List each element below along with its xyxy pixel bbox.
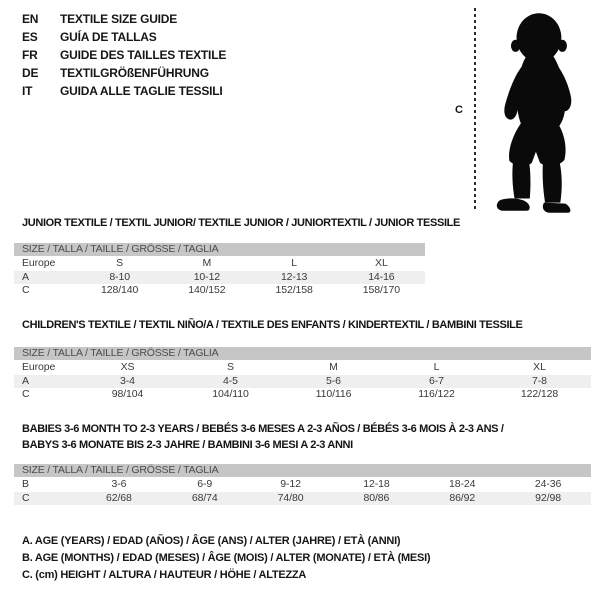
- table-row-age-months: [14, 478, 591, 492]
- table-cell: C: [22, 491, 30, 504]
- junior-section-title: JUNIOR TEXTILE / TEXTIL JUNIOR/ TEXTILE JUNIOR / JUNIORTEXTIL / JUNIOR TESSILE: [22, 217, 461, 229]
- table-cell: 5-6: [326, 374, 341, 387]
- table-cell: M: [329, 361, 338, 373]
- size-bar-header: SIZE / TALLA / TAILLE / GRÖSSE / TAGLIA: [14, 347, 591, 360]
- table-cell: L: [433, 361, 440, 373]
- language-code: FR: [22, 48, 38, 62]
- table-cell: B: [22, 478, 29, 490]
- table-row-header: [14, 257, 425, 271]
- table-row-age: [14, 375, 591, 389]
- size-bar-header: SIZE / TALLA / TAILLE / GRÖSSE / TAGLIA: [14, 464, 591, 477]
- table-cell: 110/116: [315, 388, 352, 400]
- table-cell: XL: [533, 361, 546, 373]
- language-code: DE: [22, 66, 39, 80]
- legend-age-years: A. AGE (YEARS) / EDAD (AÑOS) / ÂGE (ANS) / ALTER (JAHRE) / ETÀ (ANNI): [22, 535, 401, 547]
- childrens-size-table: [14, 347, 591, 402]
- table-cell: C: [22, 388, 30, 400]
- table-cell: Europe: [22, 257, 56, 269]
- language-row-es: [22, 28, 226, 46]
- babies-section-title: [22, 423, 504, 451]
- table-cell: 6-7: [429, 374, 444, 387]
- table-row-height: [14, 492, 591, 506]
- language-title: TEXTILE SIZE GUIDE: [60, 12, 178, 26]
- table-cell: 80/86: [363, 491, 390, 504]
- language-title-list: [22, 10, 226, 100]
- table-cell: 68/74: [191, 491, 218, 504]
- table-cell: 24-36: [534, 478, 562, 490]
- table-row-age: [14, 271, 425, 285]
- childrens-section-title: CHILDREN'S TEXTILE / TEXTIL NIÑO/A / TEXTILE DES ENFANTS / KINDERTEXTIL / BAMBINI TESSILE: [22, 319, 523, 331]
- babies-title-line2: BABYS 3-6 MONATE BIS 2-3 JAHRE / BAMBINI 3-6 MESI A 2-3 ANNI: [22, 439, 353, 451]
- language-row-de: [22, 64, 226, 82]
- table-cell: Europe: [22, 361, 56, 373]
- toddler-silhouette-icon: [486, 8, 598, 215]
- table-cell: M: [202, 257, 212, 269]
- table-cell: 10-12: [193, 270, 221, 283]
- language-title: GUIDE DES TAILLES TEXTILE: [60, 48, 227, 62]
- table-cell: 140/152: [188, 284, 226, 296]
- height-dimension-dotted-line: [474, 8, 476, 210]
- table-cell: 104/110: [212, 388, 249, 400]
- table-cell: 8-10: [109, 270, 130, 283]
- height-dimension-label-c: C: [455, 104, 463, 116]
- table-cell: 3-6: [111, 478, 127, 490]
- table-cell: 14-16: [368, 270, 395, 283]
- language-code: IT: [22, 84, 33, 98]
- language-row-en: [22, 10, 226, 28]
- language-row-fr: [22, 46, 226, 64]
- babies-title-line1: BABIES 3-6 MONTH TO 2-3 YEARS / BEBÉS 3-6 MESES A 2-3 AÑOS / BÉBÉS 3-6 MOIS À 2-3 ANS /: [22, 423, 504, 435]
- table-cell: 158/170: [362, 284, 400, 296]
- language-code: EN: [22, 12, 39, 26]
- table-cell: 116/122: [418, 388, 455, 400]
- table-cell: 92/98: [535, 491, 561, 504]
- table-cell: XS: [120, 361, 135, 373]
- table-cell: 12-18: [363, 478, 390, 490]
- legend-height-cm: C. (cm) HEIGHT / ALTURA / HAUTEUR / HÖHE / ALTEZZA: [22, 569, 307, 581]
- table-cell: 7-8: [532, 374, 547, 387]
- table-row-height: [14, 388, 591, 402]
- babies-size-table: [14, 464, 591, 505]
- table-cell: 3-4: [120, 374, 135, 387]
- table-cell: 6-9: [197, 478, 213, 490]
- table-cell: A: [22, 270, 29, 283]
- table-cell: S: [116, 257, 124, 269]
- language-title: GUIDA ALLE TAGLIE TESSILI: [60, 84, 223, 98]
- table-cell: S: [227, 361, 234, 373]
- table-cell: 74/80: [277, 491, 304, 504]
- language-row-it: [22, 82, 226, 100]
- size-bar-header: SIZE / TALLA / TAILLE / GRÖSSE / TAGLIA: [14, 243, 425, 256]
- table-cell: 12-13: [280, 270, 308, 283]
- table-cell: 152/158: [275, 284, 313, 296]
- table-cell: XL: [375, 257, 388, 269]
- table-cell: 122/128: [520, 388, 559, 400]
- table-cell: 128/140: [100, 284, 139, 296]
- legend-block: [22, 533, 430, 584]
- table-cell: 62/68: [106, 491, 132, 504]
- table-cell: 98/104: [111, 388, 144, 400]
- table-cell: C: [22, 284, 30, 296]
- table-cell: 9-12: [280, 478, 301, 490]
- table-row-height: [14, 284, 425, 298]
- legend-age-months: B. AGE (MONTHS) / EDAD (MESES) / ÂGE (MOIS) / ALTER (MONATE) / ETÀ (MESI): [22, 552, 431, 564]
- language-title: TEXTILGRÖßENFÜHRUNG: [60, 66, 209, 80]
- table-row-header: [14, 361, 591, 375]
- table-cell: L: [291, 257, 297, 269]
- table-cell: A: [22, 374, 29, 387]
- junior-size-table: [14, 243, 425, 298]
- table-cell: 86/92: [449, 491, 476, 504]
- language-title: GUÍA DE TALLAS: [60, 30, 157, 44]
- table-cell: 4-5: [223, 374, 238, 387]
- table-cell: 18-24: [449, 478, 476, 490]
- language-code: ES: [22, 30, 38, 44]
